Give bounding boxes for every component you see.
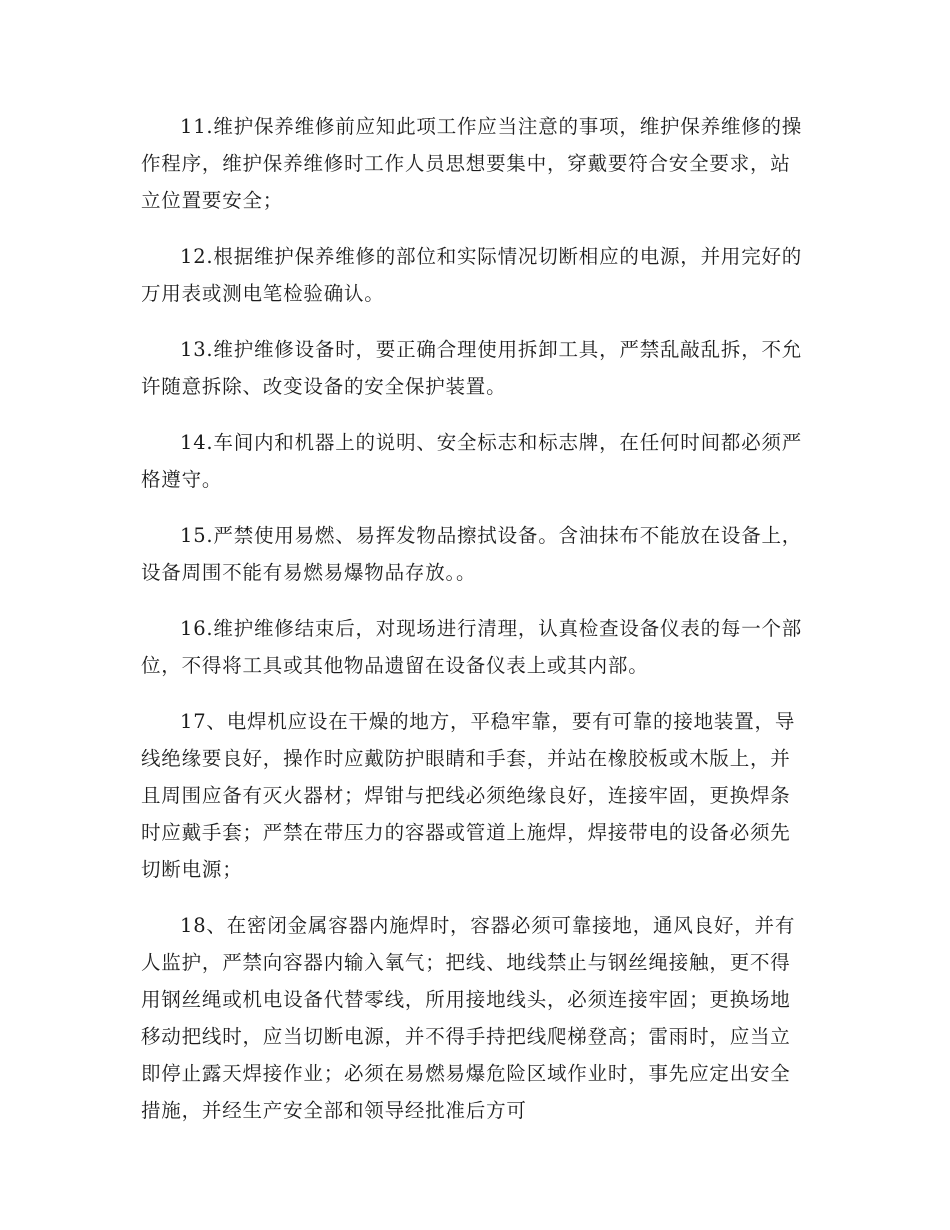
- paragraph-13: 13.维护维修设备时，要正确合理使用拆卸工具，严禁乱敲乱拆，不允许随意拆除、改变设备的安全保护装置。: [141, 338, 803, 398]
- paragraph-17: 17、电焊机应设在干燥的地方，平稳牢靠，要有可靠的接地装置，导线绝缘要良好，操作时应戴防护眼睛和手套，并站在橡胶板或木版上，并且周围应备有灭火器材；焊钳与把线必须绝缘良好，连接牢固，更换焊条时应戴手套；严禁在带压力的容器或管道上施焊，焊接带电的设备必须先切断电源；: [141, 710, 796, 881]
- paragraph-18: 18、在密闭金属容器内施焊时，容器必须可靠接地，通风良好，并有人监护，严禁向容器内输入氧气；把线、地线禁止与钢丝绳接触，更不得用钢丝绳或机电设备代替零线，所用接地线头，必须连接牢固；更换场地移动把线时，应当切断电源，并不得手持把线爬梯登高；雷雨时，应当立即停止露天焊接作业；必须在易燃易爆危险区域作业时，事先应定出安全措施，并经生产安全部和领导经批准后方可: [141, 914, 796, 1122]
- document-body: [141, 108, 805, 1148]
- paragraph-16: 16.维护维修结束后，对现场进行清理，认真检查设备仪表的每一个部位，不得将工具或其他物品遗留在设备仪表上或其内部。: [141, 617, 803, 677]
- paragraph-15: 15.严禁使用易燃、易挥发物品擦拭设备。含油抹布不能放在设备上，设备周围不能有易燃易爆物品存放。。: [141, 524, 803, 584]
- paragraph-14: 14.车间内和机器上的说明、安全标志和标志牌，在任何时间都必须严格遵守。: [141, 431, 803, 491]
- paragraph-12: 12.根据维护保养维修的部位和实际情况切断相应的电源，并用完好的万用表或测电笔检验确认。: [141, 245, 803, 305]
- paragraph-11: 11.维护保养维修前应知此项工作应当注意的事项，维护保养维修的操作程序，维护保养维修时工作人员思想要集中，穿戴要符合安全要求，站立位置要安全；: [141, 115, 803, 212]
